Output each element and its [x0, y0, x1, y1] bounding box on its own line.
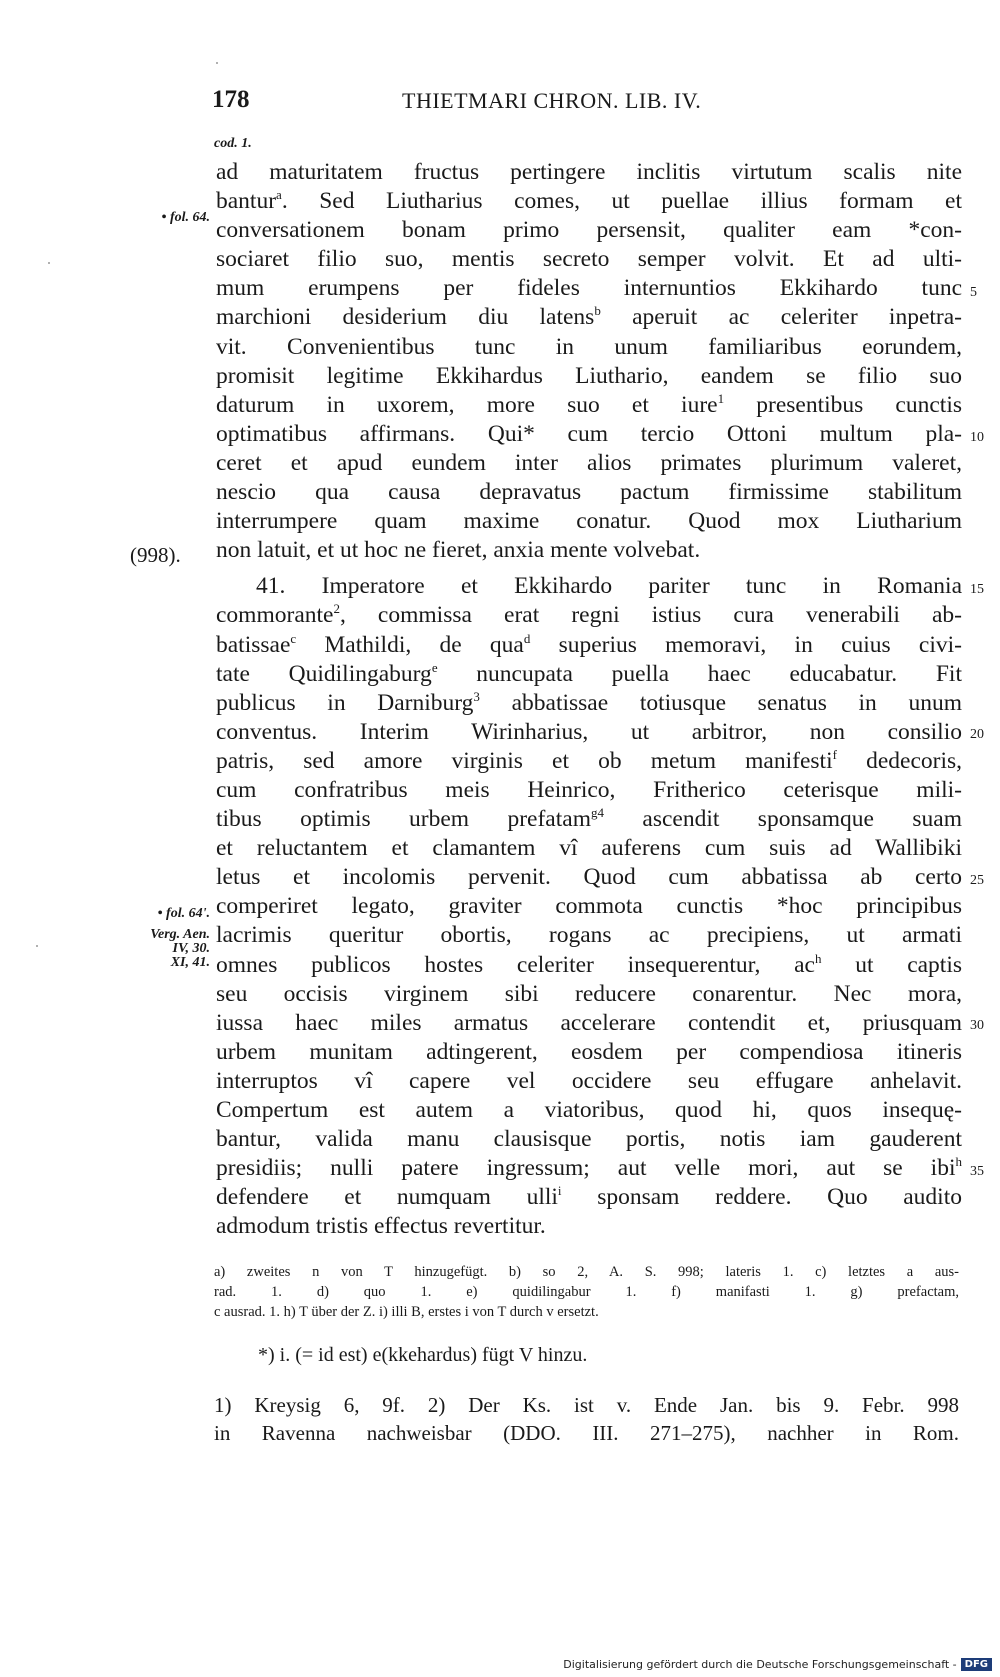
footnote-line: 1) Kreysig 6, 9f. 2) Der Ks. ist v. Ende Jan. bis 9. Febr. 998 — [214, 1393, 959, 1417]
line-number: 25 — [970, 873, 984, 888]
line-number: 35 — [970, 1164, 984, 1179]
digitization-credit — [563, 1658, 992, 1671]
note-marker: i — [557, 1183, 562, 1199]
text-line: cum confratribus meis Heinrico, Fritherico ceterisque mili- — [216, 776, 962, 803]
note-marker: 3 — [473, 688, 480, 704]
star-note: *) i. (= id est) e(kkehardus) fügt V hinzu. — [258, 1344, 588, 1366]
apparatus-line: rad. 1. d) quo 1. e) quidilingabur 1. f) manifasti 1. g) prefactam, — [214, 1284, 959, 1300]
note-marker: 2 — [333, 601, 340, 617]
margin-vergil-line-2: IV, 30. — [172, 941, 210, 956]
page-header — [212, 86, 772, 126]
text-line: publicus in Darniburg$^3$ abbatissae totiusque senatus in unum — [216, 688, 962, 716]
text-line: admodum tristis effectus revertitur. — [216, 1213, 546, 1240]
text-line: marchioni desiderium diu latens$^b$ aperuit ac celeriter inpetra- — [216, 303, 962, 331]
text-line: non latuit, et ut hoc ne fieret, anxia mente volvebat. — [216, 537, 701, 564]
text-line: et reluctantem et clamantem vî auferens cum suis ad Wallibiki — [216, 835, 962, 862]
text-line: urbem munitam adtingerent, eosdem per compendiosa itineris — [216, 1038, 962, 1065]
text-line: letus et incolomis pervenit. Quod cum abbatissa ab certo — [216, 864, 962, 891]
scan-speck — [36, 945, 38, 947]
text-line: ceret et apud eundem inter alios primates plurimum valeret, — [216, 449, 962, 476]
margin-vergil-ref — [80, 928, 210, 970]
text-line: comperiret legato, graviter commota cunctis *hoc principibus — [216, 893, 962, 920]
margin-year: (998). — [130, 543, 181, 567]
note-marker: h — [955, 1154, 962, 1170]
text-line: vit. Convenientibus tunc in unum familiaribus eorundem, — [216, 333, 962, 360]
note-marker: g4 — [590, 805, 604, 821]
text-line: conversationem bonam primo persensit, qualiter eam *con- — [216, 217, 962, 244]
footnote-line: in Ravenna nachweisbar (DDO. III. 271–275), nachher in Rom. — [214, 1421, 959, 1445]
text-line: nescio qua causa depravatus pactum firmissime stabilitum — [216, 479, 962, 506]
text-line: tibus optimis urbem prefatam$^{g4}$ ascendit sponsamque suam — [216, 805, 962, 833]
dfg-logo: DFG — [961, 1658, 992, 1671]
margin-vergil-line-3: XI, 41. — [170, 955, 210, 970]
critical-apparatus — [214, 1262, 959, 1322]
running-title: THIETMARI CHRON. LIB. IV. — [402, 88, 702, 113]
footnotes — [214, 1391, 959, 1447]
scan-speck — [48, 262, 50, 264]
main-text — [216, 158, 962, 1241]
note-marker: 1 — [717, 390, 725, 406]
text-line: bantur, valida manu clausisque portis, notis iam gauderent — [216, 1126, 962, 1153]
note-marker: a — [276, 187, 282, 203]
text-line: interruptos vî capere vel occidere seu effugare anhelavit. — [216, 1067, 962, 1094]
line-number: 30 — [970, 1018, 984, 1033]
text-line: optimatibus affirmans. Qui* cum tercio Ottoni multum pla- — [216, 420, 962, 447]
text-line: 41. Imperatore et Ekkihardo pariter tunc in Romania — [256, 573, 962, 600]
note-marker: b — [594, 303, 601, 319]
text-line: sociaret filio suo, mentis secreto semper volvit. Et ad ulti- — [216, 246, 962, 273]
note-marker: h — [814, 950, 822, 966]
text-line: iussa haec miles armatus accelerare contendit et, priusquam — [216, 1009, 962, 1036]
text-line: patris, sed amore virginis et ob metum manifesti$^f$ dedecoris, — [216, 747, 963, 774]
text-line: promisit legitime Ekkihardus Liuthario, eandem se filio suo — [216, 362, 962, 389]
text-line: bantur$^a$. Sed Liutharius comes, ut puellae illius formam et — [216, 187, 962, 215]
text-line: omnes publicos hostes celeriter insequerentur, $ac^h$ ut captis — [216, 950, 963, 978]
apparatus-line: c ausrad. 1. h) T über der Z. i) illi B, erstes i von T durch v ersetzt. — [214, 1304, 599, 1320]
text-line: mum erumpens per fideles internuntios Ekkihardo tunc — [216, 275, 962, 302]
note-marker: f — [832, 747, 837, 763]
text-line: presidiis; nulli patere ingressum; aut velle mori, aut se ibi$^h$ — [216, 1154, 962, 1182]
note-marker: d — [523, 630, 531, 646]
codex-label: cod. 1. — [214, 136, 252, 151]
line-number: 5 — [970, 285, 977, 300]
apparatus-line: a) zweites n von T hinzugefügt. b) so 2, A. S. 998; lateris 1. c) letztes a aus- — [214, 1264, 959, 1280]
note-marker: e — [431, 659, 438, 675]
line-number: 10 — [970, 430, 984, 445]
text-line: daturum in uxorem, more suo et iure$^1$ presentibus cunctis — [216, 390, 962, 418]
scan-speck — [216, 62, 218, 64]
line-number: 20 — [970, 727, 984, 742]
text-line: commorante$^2$, commissa erat regni istius cura venerabili ab- — [216, 601, 962, 629]
credit-text: Digitalisierung gefördert durch die Deutsche Forschungsgemeinschaft - — [563, 1658, 957, 1671]
margin-vergil-line-1: Verg. Aen. — [150, 927, 210, 942]
text-line: defendere et numquam ulli$^i$ sponsam reddere. Quo audito — [216, 1183, 962, 1211]
text-line: ad maturitatem fructus pertingere inclitis virtutum scalis nite — [216, 159, 962, 185]
page-number: 178 — [212, 86, 250, 113]
paragraph-1 — [216, 158, 962, 565]
note-marker: c — [290, 630, 297, 646]
paragraph-41 — [216, 572, 962, 1241]
text-line: conventus. Interim Wirinharius, ut arbitror, non consilio — [216, 718, 962, 745]
text-line: batissae$^c$ Mathildi, de qua$^d$ superius memoravi, in cuius civi- — [216, 630, 962, 658]
margin-folio-64: • fol. 64. — [161, 210, 210, 225]
text-line: interrumpere quam maxime conatur. Quod mox Liutharium — [216, 508, 962, 535]
text-line: seu occisis virginem sibi reducere conarentur. Nec mora, — [216, 980, 962, 1007]
text-line: lacrimis queritur obortis, rogans ac precipiens, ut armati — [216, 922, 962, 949]
margin-folio-64v: • fol. 64'. — [157, 906, 210, 921]
text-line: tate Quidilingaburg$^e$ nuncupata puella haec educabatur. Fit — [216, 659, 962, 687]
line-number: 15 — [970, 582, 984, 597]
text-line: Compertum est autem a viatoribus, quod hi, quos insequę- — [216, 1097, 962, 1123]
